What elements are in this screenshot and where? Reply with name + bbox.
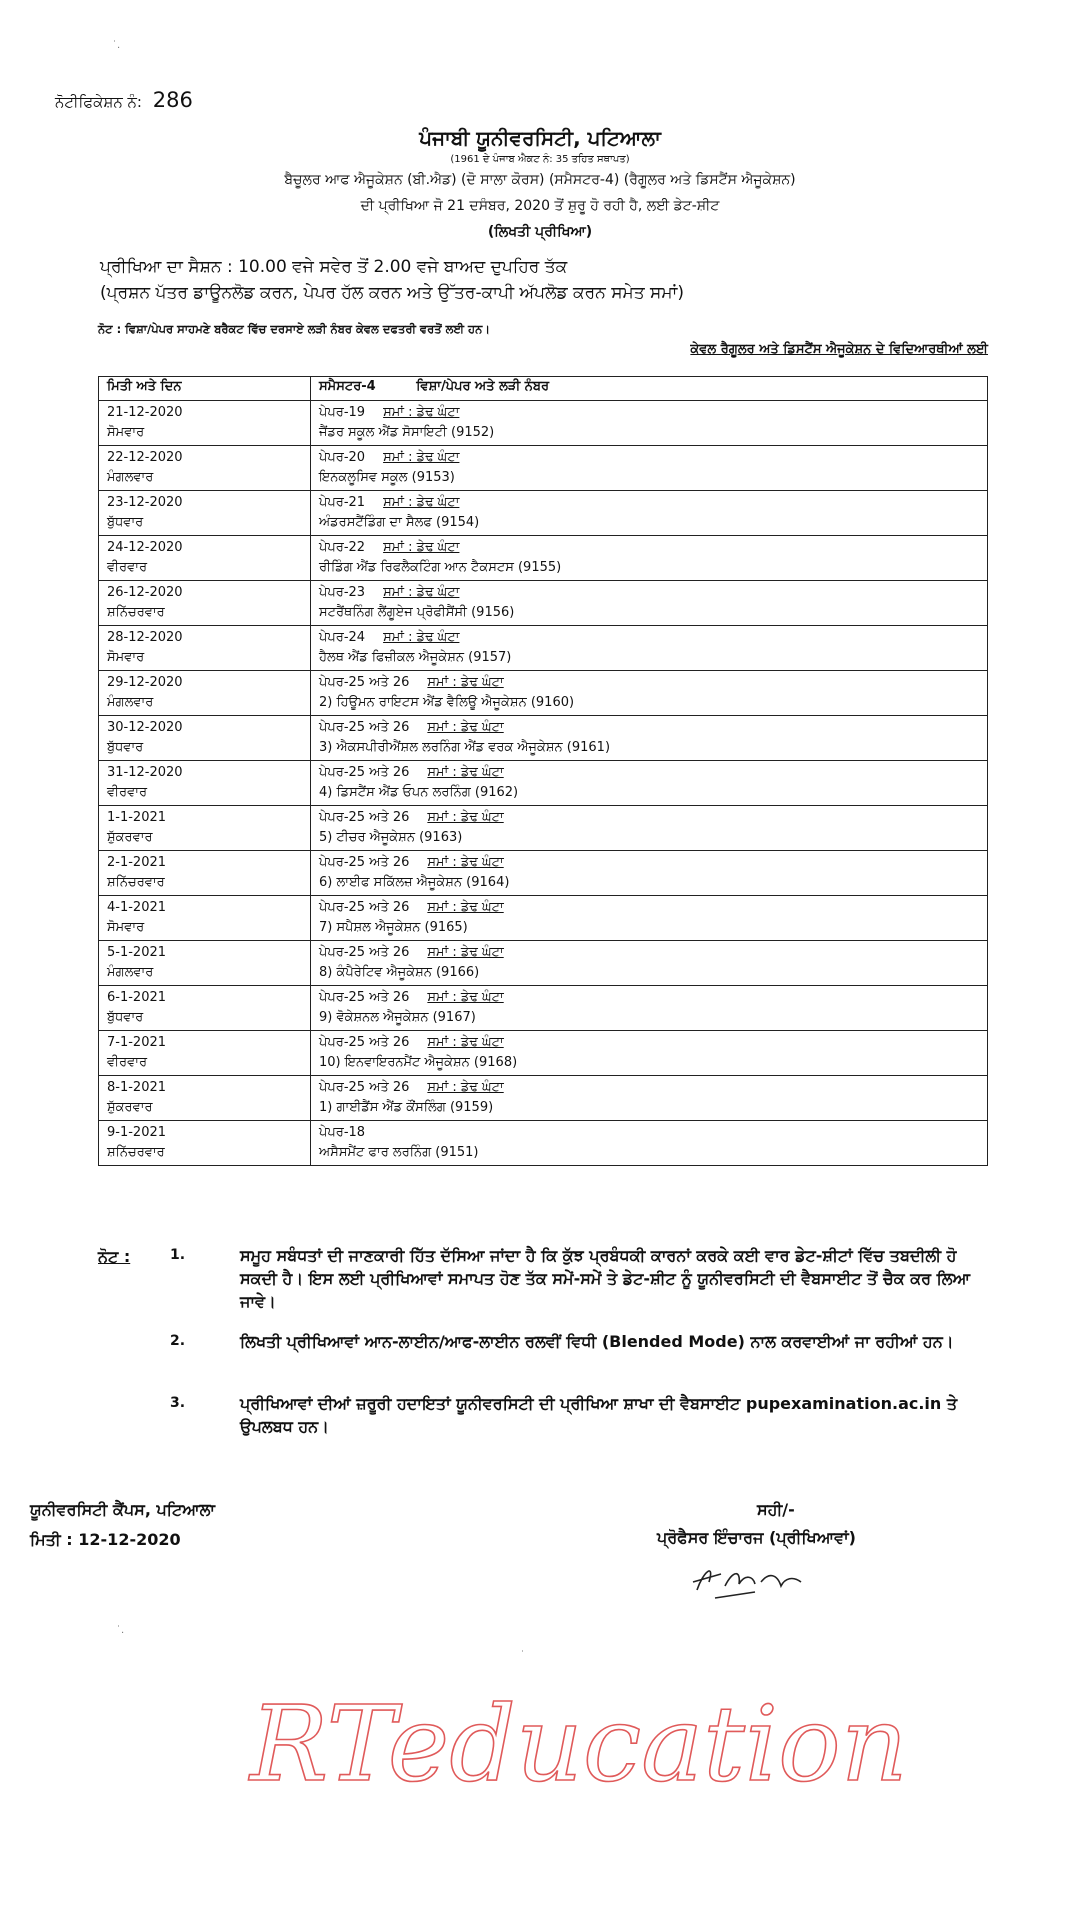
table-row	[99, 671, 988, 716]
paper-duration: ਸਮਾਂ : ਡੇਢ ਘੰਟਾ	[383, 630, 460, 645]
subject-name: ਇਨਕਲੂਸਿਵ ਸਕੂਲ (9153)	[319, 470, 455, 485]
table-row	[99, 716, 988, 761]
paper-line	[319, 943, 979, 963]
paper-line	[319, 1078, 979, 1098]
subject-name: ਜੈਂਡਰ ਸਕੂਲ ਐਂਡ ਸੋਸਾਇਟੀ (9152)	[319, 425, 495, 440]
exam-date: 7-1-2021	[107, 1035, 167, 1050]
exam-day: ਸੋਮਵਾਰ	[107, 425, 145, 440]
paper-cell	[311, 446, 988, 491]
paper-duration: ਸਮਾਂ : ਡੇਢ ਘੰਟਾ	[427, 990, 504, 1005]
table-row	[99, 446, 988, 491]
exam-date: 24-12-2020	[107, 540, 183, 555]
date-day-cell	[99, 671, 311, 716]
date-day-cell	[99, 851, 311, 896]
date-day-cell	[99, 716, 311, 761]
date-sheet-table	[98, 376, 988, 1166]
exam-date: 9-1-2021	[107, 1125, 167, 1140]
paper-cell	[311, 671, 988, 716]
paper-line	[319, 673, 979, 693]
signatory-title: ਪ੍ਰੋਫੈਸਰ ਇੰਚਾਰਜ (ਪ੍ਰੀਖਿਆਵਾਂ)	[657, 1528, 856, 1547]
paper-number: ਪੇਪਰ-23	[319, 585, 366, 600]
paper-line	[319, 538, 979, 558]
paper-line	[319, 898, 979, 918]
exam-date: 26-12-2020	[107, 585, 183, 600]
exam-start-line: ਦੀ ਪ੍ਰੀਖਿਆ ਜੋ 21 ਦਸੰਬਰ, 2020 ਤੋਂ ਸ਼ੁਰੂ ਹੋ ਰਹੀ ਹੈ, ਲਈ ਡੇਟ-ਸ਼ੀਟ	[360, 198, 720, 214]
paper-cell	[311, 536, 988, 581]
signature	[685, 1552, 815, 1606]
semester-label: ਸਮੈਸਟਰ-4	[319, 379, 376, 394]
subject-name: 4) ਡਿਸਟੈਂਸ ਐਂਡ ਓਪਨ ਲਰਨਿੰਗ (9162)	[319, 785, 519, 800]
paper-number: ਪੇਪਰ-25 ਅਤੇ 26	[319, 765, 410, 780]
paper-line	[319, 1123, 979, 1143]
date-day-cell	[99, 1031, 311, 1076]
exam-date: 2-1-2021	[107, 855, 167, 870]
paper-duration: ਸਮਾਂ : ਡੇਢ ਘੰਟਾ	[427, 900, 504, 915]
exam-day: ਬੁੱਧਵਾਰ	[107, 740, 144, 755]
exam-day: ਸ਼ੁੱਕਰਵਾਰ	[107, 1100, 153, 1115]
exam-date: 1-1-2021	[107, 810, 167, 825]
exam-day: ਸ਼ਨਿੱਚਰਵਾਰ	[107, 605, 165, 620]
applicability-line: ਕੇਵਲ ਰੈਗੂਲਰ ਅਤੇ ਡਿਸਟੈਂਸ ਐਜੂਕੇਸ਼ਨ ਦੇ ਵਿਦਿਆਰਥੀਆਂ ਲਈ	[690, 342, 989, 357]
exam-date: 4-1-2021	[107, 900, 167, 915]
office-use-note: ਨੋਟ : ਵਿਸ਼ਾ/ਪੇਪਰ ਸਾਹਮਣੇ ਬਰੈਕਟ ਵਿੱਚ ਦਰਸਾਏ ਲੜੀ ਨੰਬਰ ਕੇਵਲ ਦਫਤਰੀ ਵਰਤੋਂ ਲਈ ਹਨ।	[98, 322, 491, 336]
paper-duration: ਸਮਾਂ : ਡੇਢ ਘੰਟਾ	[383, 585, 460, 600]
date-day-cell	[99, 806, 311, 851]
course-line: ਬੈਚੂਲਰ ਆਫ ਐਜੂਕੇਸ਼ਨ (ਬੀ.ਐਡ) (ਦੋ ਸਾਲਾ ਕੋਰਸ) (ਸਮੈਸਟਰ-4) (ਰੈਗੂਲਰ ਅਤੇ ਡਿਸਟੈਂਸ ਐਜੂਕੇਸ਼ਨ)	[284, 172, 796, 188]
note-number: 1.	[170, 1247, 186, 1263]
scan-speck: ˙	[520, 1650, 525, 1661]
paper-cell	[311, 896, 988, 941]
subject-header-label: ਵਿਸ਼ਾ/ਪੇਪਰ ਅਤੇ ਲੜੀ ਨੰਬਰ	[416, 379, 550, 394]
paper-cell	[311, 941, 988, 986]
date-day-cell	[99, 581, 311, 626]
paper-number: ਪੇਪਰ-21	[319, 495, 366, 510]
subject-name: 2) ਹਿਊਮਨ ਰਾਇਟਸ ਐਂਡ ਵੈਲਿਊ ਐਜੂਕੇਸ਼ਨ (9160)	[319, 695, 575, 710]
table-row	[99, 761, 988, 806]
paper-number: ਪੇਪਰ-25 ਅਤੇ 26	[319, 855, 410, 870]
paper-cell	[311, 986, 988, 1031]
exam-day: ਮੰਗਲਵਾਰ	[107, 470, 154, 485]
session-note: (ਪ੍ਰਸ਼ਨ ਪੱਤਰ ਡਾਊਨਲੋਡ ਕਰਨ, ਪੇਪਰ ਹੱਲ ਕਰਨ ਅਤੇ ਉੱਤਰ-ਕਾਪੀ ਅੱਪਲੋਡ ਕਰਨ ਸਮੇਤ ਸਮਾਂ)	[100, 283, 684, 303]
paper-line	[319, 403, 979, 423]
subject-name: 7) ਸਪੈਸ਼ਲ ਐਜੂਕੇਸ਼ਨ (9165)	[319, 920, 468, 935]
date-day-cell	[99, 1076, 311, 1121]
exam-date: 5-1-2021	[107, 945, 167, 960]
notes-label: ਨੋਟ :	[98, 1247, 131, 1266]
paper-number: ਪੇਪਰ-25 ਅਤੇ 26	[319, 1035, 410, 1050]
table-row	[99, 941, 988, 986]
exam-day: ਸੋਮਵਾਰ	[107, 920, 145, 935]
paper-duration: ਸਮਾਂ : ਡੇਢ ਘੰਟਾ	[427, 1035, 504, 1050]
exam-date: 23-12-2020	[107, 495, 183, 510]
exam-day: ਬੁੱਧਵਾਰ	[107, 1010, 144, 1025]
subject-name: ਹੈਲਥ ਐਂਡ ਫਿਜ਼ੀਕਲ ਐਜੂਕੇਸ਼ਨ (9157)	[319, 650, 512, 665]
paper-number: ਪੇਪਰ-25 ਅਤੇ 26	[319, 990, 410, 1005]
scan-speck: ˙.	[112, 40, 121, 51]
subject-name: 3) ਐਕਸਪੀਰੀਐਂਸ਼ਲ ਲਰਨਿੰਗ ਐਂਡ ਵਰਕ ਐਜੂਕੇਸ਼ਨ (9161)	[319, 740, 611, 755]
paper-cell	[311, 1121, 988, 1166]
exam-date: 21-12-2020	[107, 405, 183, 420]
paper-line	[319, 583, 979, 603]
table-row	[99, 581, 988, 626]
table-row	[99, 401, 988, 446]
paper-number: ਪੇਪਰ-25 ਅਤੇ 26	[319, 1080, 410, 1095]
paper-duration: ਸਮਾਂ : ਡੇਢ ਘੰਟਾ	[427, 765, 504, 780]
paper-line	[319, 1033, 979, 1053]
table-row	[99, 1121, 988, 1166]
paper-number: ਪੇਪਰ-25 ਅਤੇ 26	[319, 945, 410, 960]
subject-name: ਰੀਡਿੰਗ ਐਂਡ ਰਿਫਲੈਕਟਿੰਗ ਆਨ ਟੈਕਸਟਸ (9155)	[319, 560, 562, 575]
paper-duration: ਸਮਾਂ : ਡੇਢ ਘੰਟਾ	[427, 720, 504, 735]
subject-name: 5) ਟੀਚਰ ਐਜੂਕੇਸ਼ਨ (9163)	[319, 830, 463, 845]
date-day-cell	[99, 491, 311, 536]
paper-line	[319, 448, 979, 468]
table-row	[99, 536, 988, 581]
exam-day: ਮੰਗਲਵਾਰ	[107, 695, 154, 710]
exam-date: 22-12-2020	[107, 450, 183, 465]
exam-mode: (ਲਿਖਤੀ ਪ੍ਰੀਖਿਆ)	[487, 224, 593, 240]
exam-day: ਵੀਰਵਾਰ	[107, 1055, 148, 1070]
signed-label: ਸਹੀ/-	[757, 1500, 795, 1519]
col-date-day-header: ਮਿਤੀ ਅਤੇ ਦਿਨ	[99, 377, 311, 401]
table-row	[99, 1031, 988, 1076]
date-day-cell	[99, 626, 311, 671]
paper-line	[319, 718, 979, 738]
subject-name: 6) ਲਾਈਫ ਸਕਿੱਲਜ਼ ਐਜੂਕੇਸ਼ਨ (9164)	[319, 875, 510, 890]
date-day-cell	[99, 941, 311, 986]
paper-cell	[311, 581, 988, 626]
paper-number: ਪੇਪਰ-20	[319, 450, 366, 465]
paper-duration: ਸਮਾਂ : ਡੇਢ ਘੰਟਾ	[383, 540, 460, 555]
subject-name: 9) ਵੋਕੇਸ਼ਨਲ ਐਜੂਕੇਸ਼ਨ (9167)	[319, 1010, 476, 1025]
table-row	[99, 851, 988, 896]
table-row	[99, 626, 988, 671]
subject-name: ਸਟਰੈਂਥਨਿੰਗ ਲੈਂਗੂਏਜ ਪ੍ਰੋਫੀਸੈਂਸੀ (9156)	[319, 605, 515, 620]
note-text: ਪ੍ਰੀਖਿਆਵਾਂ ਦੀਆਂ ਜ਼ਰੂਰੀ ਹਦਾਇਤਾਂ ਯੂਨੀਵਰਸਿਟੀ ਦੀ ਪ੍ਰੀਖਿਆ ਸ਼ਾਖਾ ਦੀ ਵੈਬਸਾਈਟ pupexamination.ac.in ਤੇ ਉਪਲਬਧ ਹਨ।	[240, 1394, 958, 1436]
paper-line	[319, 493, 979, 513]
campus-line: ਯੂਨੀਵਰਸਿਟੀ ਕੈਂਪਸ, ਪਟਿਆਲਾ	[30, 1500, 216, 1519]
paper-duration: ਸਮਾਂ : ਡੇਢ ਘੰਟਾ	[427, 1080, 504, 1095]
paper-duration: ਸਮਾਂ : ਡੇਢ ਘੰਟਾ	[427, 675, 504, 690]
paper-duration: ਸਮਾਂ : ਡੇਢ ਘੰਟਾ	[427, 945, 504, 960]
paper-number: ਪੇਪਰ-25 ਅਤੇ 26	[319, 900, 410, 915]
exam-day: ਸ਼ਨਿੱਚਰਵਾਰ	[107, 1145, 165, 1160]
session-timing: ਪ੍ਰੀਖਿਆ ਦਾ ਸੈਸ਼ਨ : 10.00 ਵਜੇ ਸਵੇਰ ਤੋਂ 2.00 ਵਜੇ ਬਾਅਦ ਦੁਪਹਿਰ ਤੱਕ	[100, 257, 568, 277]
col-subject-header	[311, 377, 988, 401]
watermark	[240, 1670, 908, 1824]
paper-number: ਪੇਪਰ-25 ਅਤੇ 26	[319, 675, 410, 690]
exam-day: ਸੋਮਵਾਰ	[107, 650, 145, 665]
note-text: ਸਮੂਹ ਸਬੰਧਤਾਂ ਦੀ ਜਾਣਕਾਰੀ ਹਿੱਤ ਦੱਸਿਆ ਜਾਂਦਾ ਹੈ ਕਿ ਕੁੱਝ ਪ੍ਰਬੰਧਕੀ ਕਾਰਨਾਂ ਕਰਕੇ ਕਈ ਵਾਰ ਡੇਟ-ਸ਼ੀਟਾਂ ਵਿੱਚ ਤਬਦੀਲੀ ਹੋ ਸਕਦੀ ਹੈ। ਇਸ ਲਈ ਪ੍ਰੀਖਿਆਵਾਂ ਸਮਾਪਤ ਹੋਣ ਤੱਕ ਸਮੇਂ-ਸਮੇਂ ਤੇ ਡੇਟ-ਸ਼ੀਟ ਨੂੰ ਯੂਨੀਵਰਸਿਟੀ ਦੀ ਵੈਬਸਾਈਟ ਤੋਂ ਚੈਕ ਕਰ ਲਿਆ ਜਾਵੇ।	[240, 1246, 971, 1311]
paper-line	[319, 763, 979, 783]
date-day-cell	[99, 986, 311, 1031]
paper-cell	[311, 851, 988, 896]
watermark-text: RTeducation	[250, 1683, 908, 1805]
paper-number: ਪੇਪਰ-25 ਅਤੇ 26	[319, 810, 410, 825]
date-day-cell	[99, 1121, 311, 1166]
exam-date: 8-1-2021	[107, 1080, 167, 1095]
paper-line	[319, 853, 979, 873]
notification-label: ਨੋਟੀਫਿਕੇਸ਼ਨ ਨੰ:	[55, 93, 142, 111]
subject-name: ਅਸੈਸਮੈਂਟ ਫਾਰ ਲਰਨਿੰਗ (9151)	[319, 1145, 479, 1160]
notification-line	[55, 88, 193, 112]
paper-cell	[311, 806, 988, 851]
table-header-row	[99, 377, 988, 401]
exam-date: 31-12-2020	[107, 765, 183, 780]
exam-day: ਵੀਰਵਾਰ	[107, 785, 148, 800]
paper-number: ਪੇਪਰ-19	[319, 405, 366, 420]
paper-duration: ਸਮਾਂ : ਡੇਢ ਘੰਟਾ	[427, 855, 504, 870]
exam-date: 6-1-2021	[107, 990, 167, 1005]
notification-number: 286	[152, 88, 193, 112]
exam-day: ਸ਼ਨਿੱਚਰਵਾਰ	[107, 875, 165, 890]
paper-number: ਪੇਪਰ-25 ਅਤੇ 26	[319, 720, 410, 735]
paper-number: ਪੇਪਰ-18	[319, 1125, 366, 1140]
exam-day: ਵੀਰਵਾਰ	[107, 560, 148, 575]
scan-speck: ˙.	[116, 1625, 125, 1636]
paper-cell	[311, 401, 988, 446]
exam-day: ਸ਼ੁੱਕਰਵਾਰ	[107, 830, 153, 845]
paper-line	[319, 628, 979, 648]
paper-duration: ਸਮਾਂ : ਡੇਢ ਘੰਟਾ	[383, 495, 460, 510]
date-day-cell	[99, 446, 311, 491]
paper-cell	[311, 716, 988, 761]
subject-name: 1) ਗਾਈਡੈਂਸ ਐਂਡ ਕੌਂਸਲਿੰਗ (9159)	[319, 1100, 494, 1115]
table-row	[99, 986, 988, 1031]
paper-line	[319, 988, 979, 1008]
paper-cell	[311, 491, 988, 536]
paper-line	[319, 808, 979, 828]
paper-cell	[311, 761, 988, 806]
subject-name: 10) ਇਨਵਾਇਰਨਮੈਂਟ ਐਜੂਕੇਸ਼ਨ (9168)	[319, 1055, 518, 1070]
paper-cell	[311, 1076, 988, 1121]
table-row	[99, 491, 988, 536]
subject-name: 8) ਕੰਪੈਰੇਟਿਵ ਐਜੂਕੇਸ਼ਨ (9166)	[319, 965, 480, 980]
note-text: ਲਿਖਤੀ ਪ੍ਰੀਖਿਆਵਾਂ ਆਨ-ਲਾਈਨ/ਆਫ-ਲਾਈਨ ਰਲਵੀਂ ਵਿਧੀ (Blended Mode) ਨਾਲ ਕਰਵਾਈਆਂ ਜਾ ਰਹੀਆਂ ਹਨ।	[240, 1332, 954, 1351]
table-row	[99, 806, 988, 851]
date-day-cell	[99, 536, 311, 581]
date-day-cell	[99, 896, 311, 941]
established-line: (1961 ਦੇ ਪੰਜਾਬ ਐਕਟ ਨੰ: 35 ਤਹਿਤ ਸਥਾਪਤ)	[450, 154, 630, 165]
date-day-cell	[99, 761, 311, 806]
paper-duration: ਸਮਾਂ : ਡੇਢ ਘੰਟਾ	[427, 810, 504, 825]
issue-date: ਮਿਤੀ : 12-12-2020	[30, 1530, 181, 1549]
table-row	[99, 1076, 988, 1121]
paper-number: ਪੇਪਰ-22	[319, 540, 366, 555]
exam-date: 30-12-2020	[107, 720, 183, 735]
table-body	[99, 401, 988, 1166]
table-row	[99, 896, 988, 941]
exam-date: 28-12-2020	[107, 630, 183, 645]
note-number: 2.	[170, 1333, 186, 1349]
note-number: 3.	[170, 1395, 186, 1411]
paper-cell	[311, 1031, 988, 1076]
paper-number: ਪੇਪਰ-24	[319, 630, 366, 645]
paper-duration: ਸਮਾਂ : ਡੇਢ ਘੰਟਾ	[383, 405, 460, 420]
university-title: ਪੰਜਾਬੀ ਯੂਨੀਵਰਸਿਟੀ, ਪਟਿਆਲਾ	[419, 126, 661, 150]
date-day-cell	[99, 401, 311, 446]
exam-day: ਮੰਗਲਵਾਰ	[107, 965, 154, 980]
paper-cell	[311, 626, 988, 671]
subject-name: ਅੰਡਰਸਟੈਂਡਿੰਗ ਦਾ ਸੈਲਫ (9154)	[319, 515, 480, 530]
exam-day: ਬੁੱਧਵਾਰ	[107, 515, 144, 530]
exam-date: 29-12-2020	[107, 675, 183, 690]
paper-duration: ਸਮਾਂ : ਡੇਢ ਘੰਟਾ	[383, 450, 460, 465]
